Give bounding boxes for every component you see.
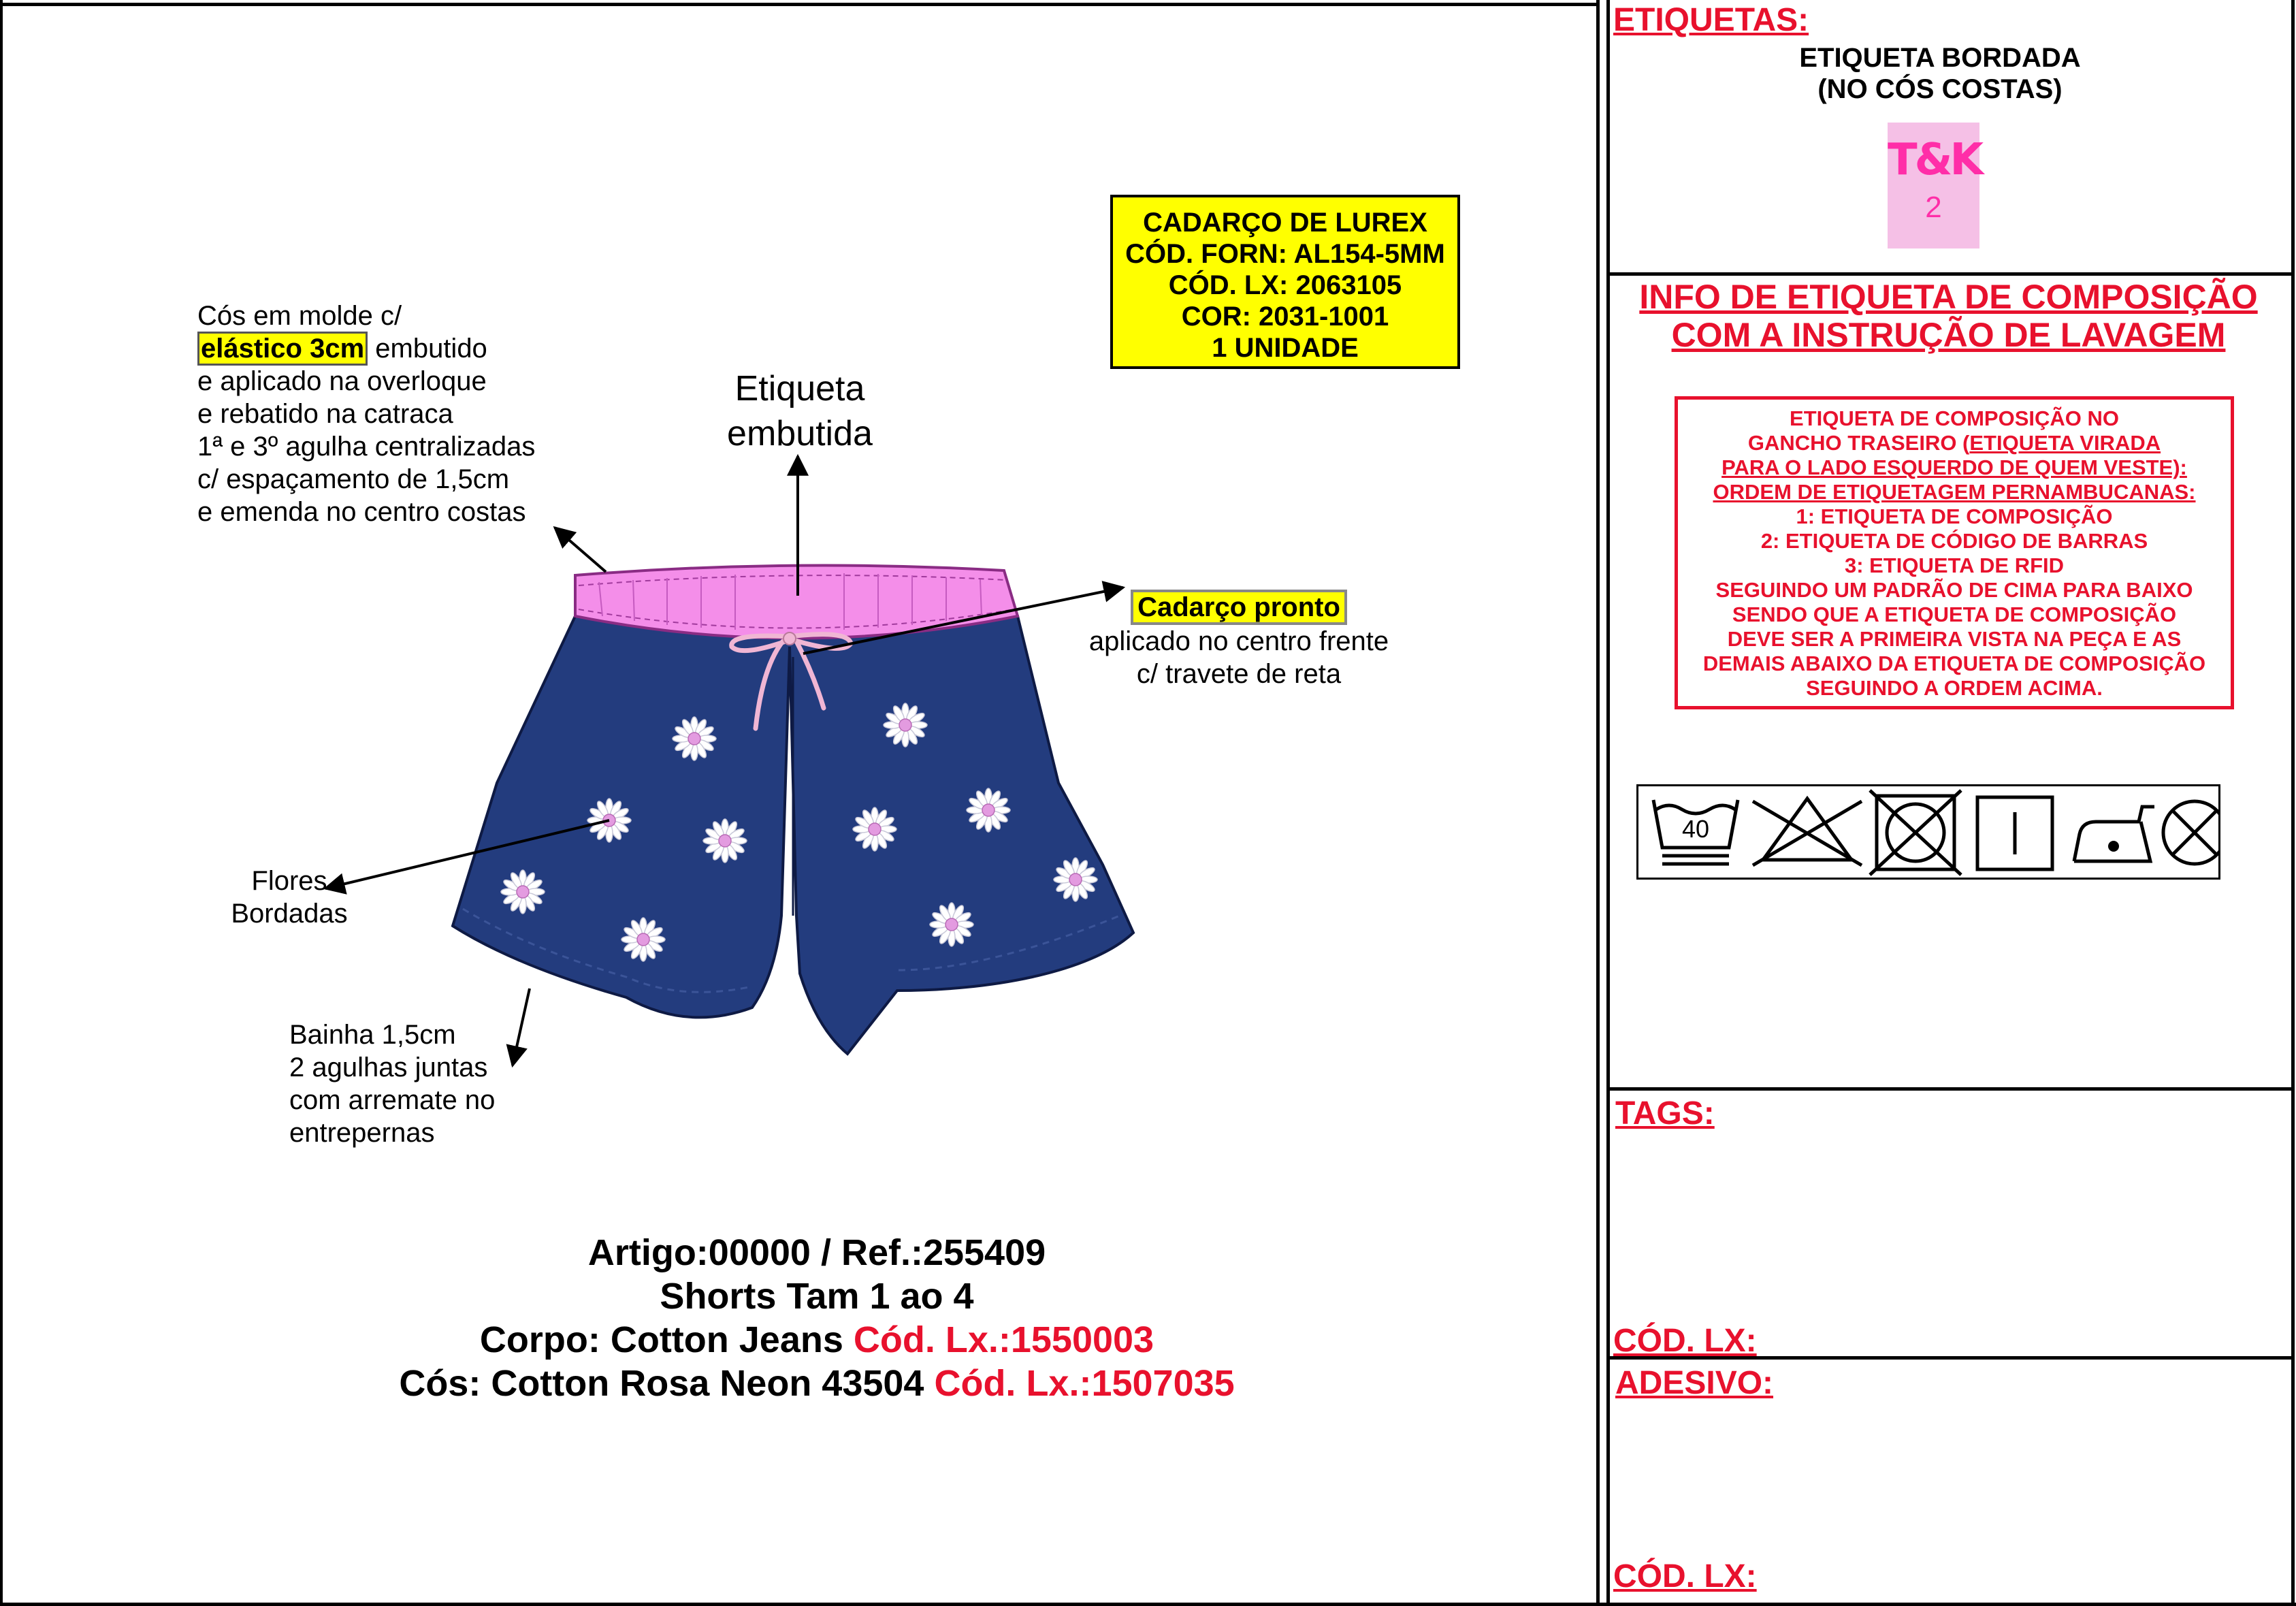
composition-line: SENDO QUE A ETIQUETA DE COMPOSIÇÃO — [1732, 603, 2177, 626]
composition-line: 1: ETIQUETA DE COMPOSIÇÃO — [1796, 504, 2113, 528]
composition-title — [1606, 278, 2291, 354]
arrow-waistband — [555, 528, 606, 572]
composition-line: DEVE SER A PRIMEIRA VISTA NA PEÇA E AS — [1727, 627, 2182, 651]
waistband-annotation — [197, 300, 535, 528]
composition-line: PARA O LADO ESQUERDO DE QUEM VESTE): — [1721, 455, 2187, 479]
embroidered-label-text — [1743, 42, 2137, 105]
waistband-line: 1ª e 3º agulha centralizadas — [197, 432, 536, 462]
drawstring-annotation — [1072, 591, 1406, 690]
inner-label-line: Etiqueta — [734, 369, 865, 408]
sidebar-sep-1 — [1606, 272, 2294, 276]
article-size: Shorts Tam 1 ao 4 — [660, 1276, 974, 1317]
flowers-annotation — [204, 865, 374, 930]
lurex-line: CÓD. FORN: AL154-5MM — [1125, 239, 1445, 269]
hem-annotation — [289, 1018, 495, 1149]
care-symbols — [1638, 786, 2218, 878]
drawstring-line: c/ travete de reta — [1136, 659, 1342, 689]
inner-label-annotation — [688, 366, 912, 456]
line-dry-icon — [1977, 797, 2052, 869]
article-waist-fabric: Cós: Cotton Rosa Neon 43504 — [399, 1363, 935, 1404]
label-size: 2 — [1925, 191, 1942, 224]
hem-line: com arremate no — [289, 1085, 496, 1115]
iron-low-icon — [2074, 807, 2154, 861]
composition-instructions-box — [1675, 396, 2234, 709]
composition-title-line: INFO DE ETIQUETA DE COMPOSIÇÃO — [1639, 278, 2258, 316]
hem-line: 2 agulhas juntas — [289, 1053, 488, 1082]
flowers-line: Flores — [251, 866, 327, 896]
composition-line: ETIQUETA VIRADA — [1969, 431, 2161, 455]
drawstring-title: Cadarço pronto — [1131, 590, 1347, 625]
lurex-line: 1 UNIDADE — [1212, 333, 1359, 363]
waistband-line: c/ espaçamento de 1,5cm — [197, 464, 510, 494]
waistband-line-2: embutido — [368, 334, 487, 364]
no-dry-clean-icon — [2163, 801, 2218, 864]
frame-right — [2291, 0, 2295, 1606]
frame-divider-outer — [1596, 0, 1600, 1606]
article-info — [272, 1231, 1361, 1405]
lurex-line: CÓD. LX: 2063105 — [1168, 270, 1402, 300]
composition-line: 2: ETIQUETA DE CÓDIGO DE BARRAS — [1760, 529, 2148, 553]
elastic-highlight: elástico 3cm — [197, 332, 368, 366]
composition-line: SEGUINDO A ORDEM ACIMA. — [1806, 676, 2103, 700]
drawstring-line: aplicado no centro frente — [1088, 626, 1389, 656]
inner-label-line: embutida — [727, 414, 873, 453]
waistband-line: e rebatido na catraca — [197, 399, 453, 429]
arrow-hem — [513, 989, 530, 1065]
hem-line: entrepernas — [289, 1118, 435, 1148]
sticker-code: CÓD. LX: — [1613, 1558, 1757, 1594]
tags-title: TAGS: — [1615, 1095, 1715, 1131]
brand-label-swatch — [1888, 123, 1982, 248]
lurex-line: CADARÇO DE LUREX — [1143, 208, 1427, 238]
composition-line: SEGUINDO UM PADRÃO DE CIMA PARA BAIXO — [1715, 578, 2193, 602]
waistband-line: e emenda no centro costas — [197, 497, 526, 527]
composition-line: 3: ETIQUETA DE RFID — [1844, 553, 2065, 577]
wash-temp: 40 — [1681, 815, 1710, 843]
brand-logo: T&K — [1888, 135, 1982, 185]
no-bleach-icon — [1753, 799, 1862, 865]
sidebar-sep-2 — [1606, 1087, 2294, 1091]
sticker-title: ADESIVO: — [1615, 1365, 1774, 1401]
article-waist-code: Cód. Lx.:1507035 — [934, 1363, 1235, 1404]
composition-line: DEMAIS ABAIXO DA ETIQUETA DE COMPOSIÇÃO — [1702, 652, 2206, 675]
composition-line: ETIQUETA DE COMPOSIÇÃO NO — [1790, 406, 2119, 430]
tags-code: CÓD. LX: — [1613, 1323, 1757, 1359]
article-ref: Artigo:00000 / Ref.:255409 — [587, 1232, 1046, 1273]
frame-divider-inner — [1606, 0, 1610, 1606]
waistband-line-1: Cós em molde c/ — [197, 301, 402, 331]
hem-line: Bainha 1,5cm — [289, 1020, 456, 1050]
flowers-line: Bordadas — [231, 899, 348, 929]
care-symbols-strip — [1636, 784, 2220, 880]
lurex-line: COR: 2031-1001 — [1181, 302, 1389, 332]
article-body-fabric: Corpo: Cotton Jeans — [479, 1319, 854, 1360]
composition-title-line: COM A INSTRUÇÃO DE LAVAGEM — [1671, 316, 2226, 354]
lurex-drawstring-box — [1110, 195, 1460, 369]
embroidered-label-line: (NO CÓS COSTAS) — [1817, 74, 2063, 104]
no-tumble-dry-icon — [1870, 790, 1961, 875]
waistband-line: e aplicado na overloque — [197, 366, 487, 396]
labels-title: ETIQUETAS: — [1613, 2, 1809, 38]
embroidered-label-line: ETIQUETA BORDADA — [1799, 43, 2081, 73]
composition-line: ORDEM DE ETIQUETAGEM PERNAMBUCANAS: — [1713, 480, 2196, 504]
composition-line: GANCHO TRASEIRO ( — [1747, 431, 1970, 455]
article-body-code: Cód. Lx.:1550003 — [853, 1319, 1154, 1360]
